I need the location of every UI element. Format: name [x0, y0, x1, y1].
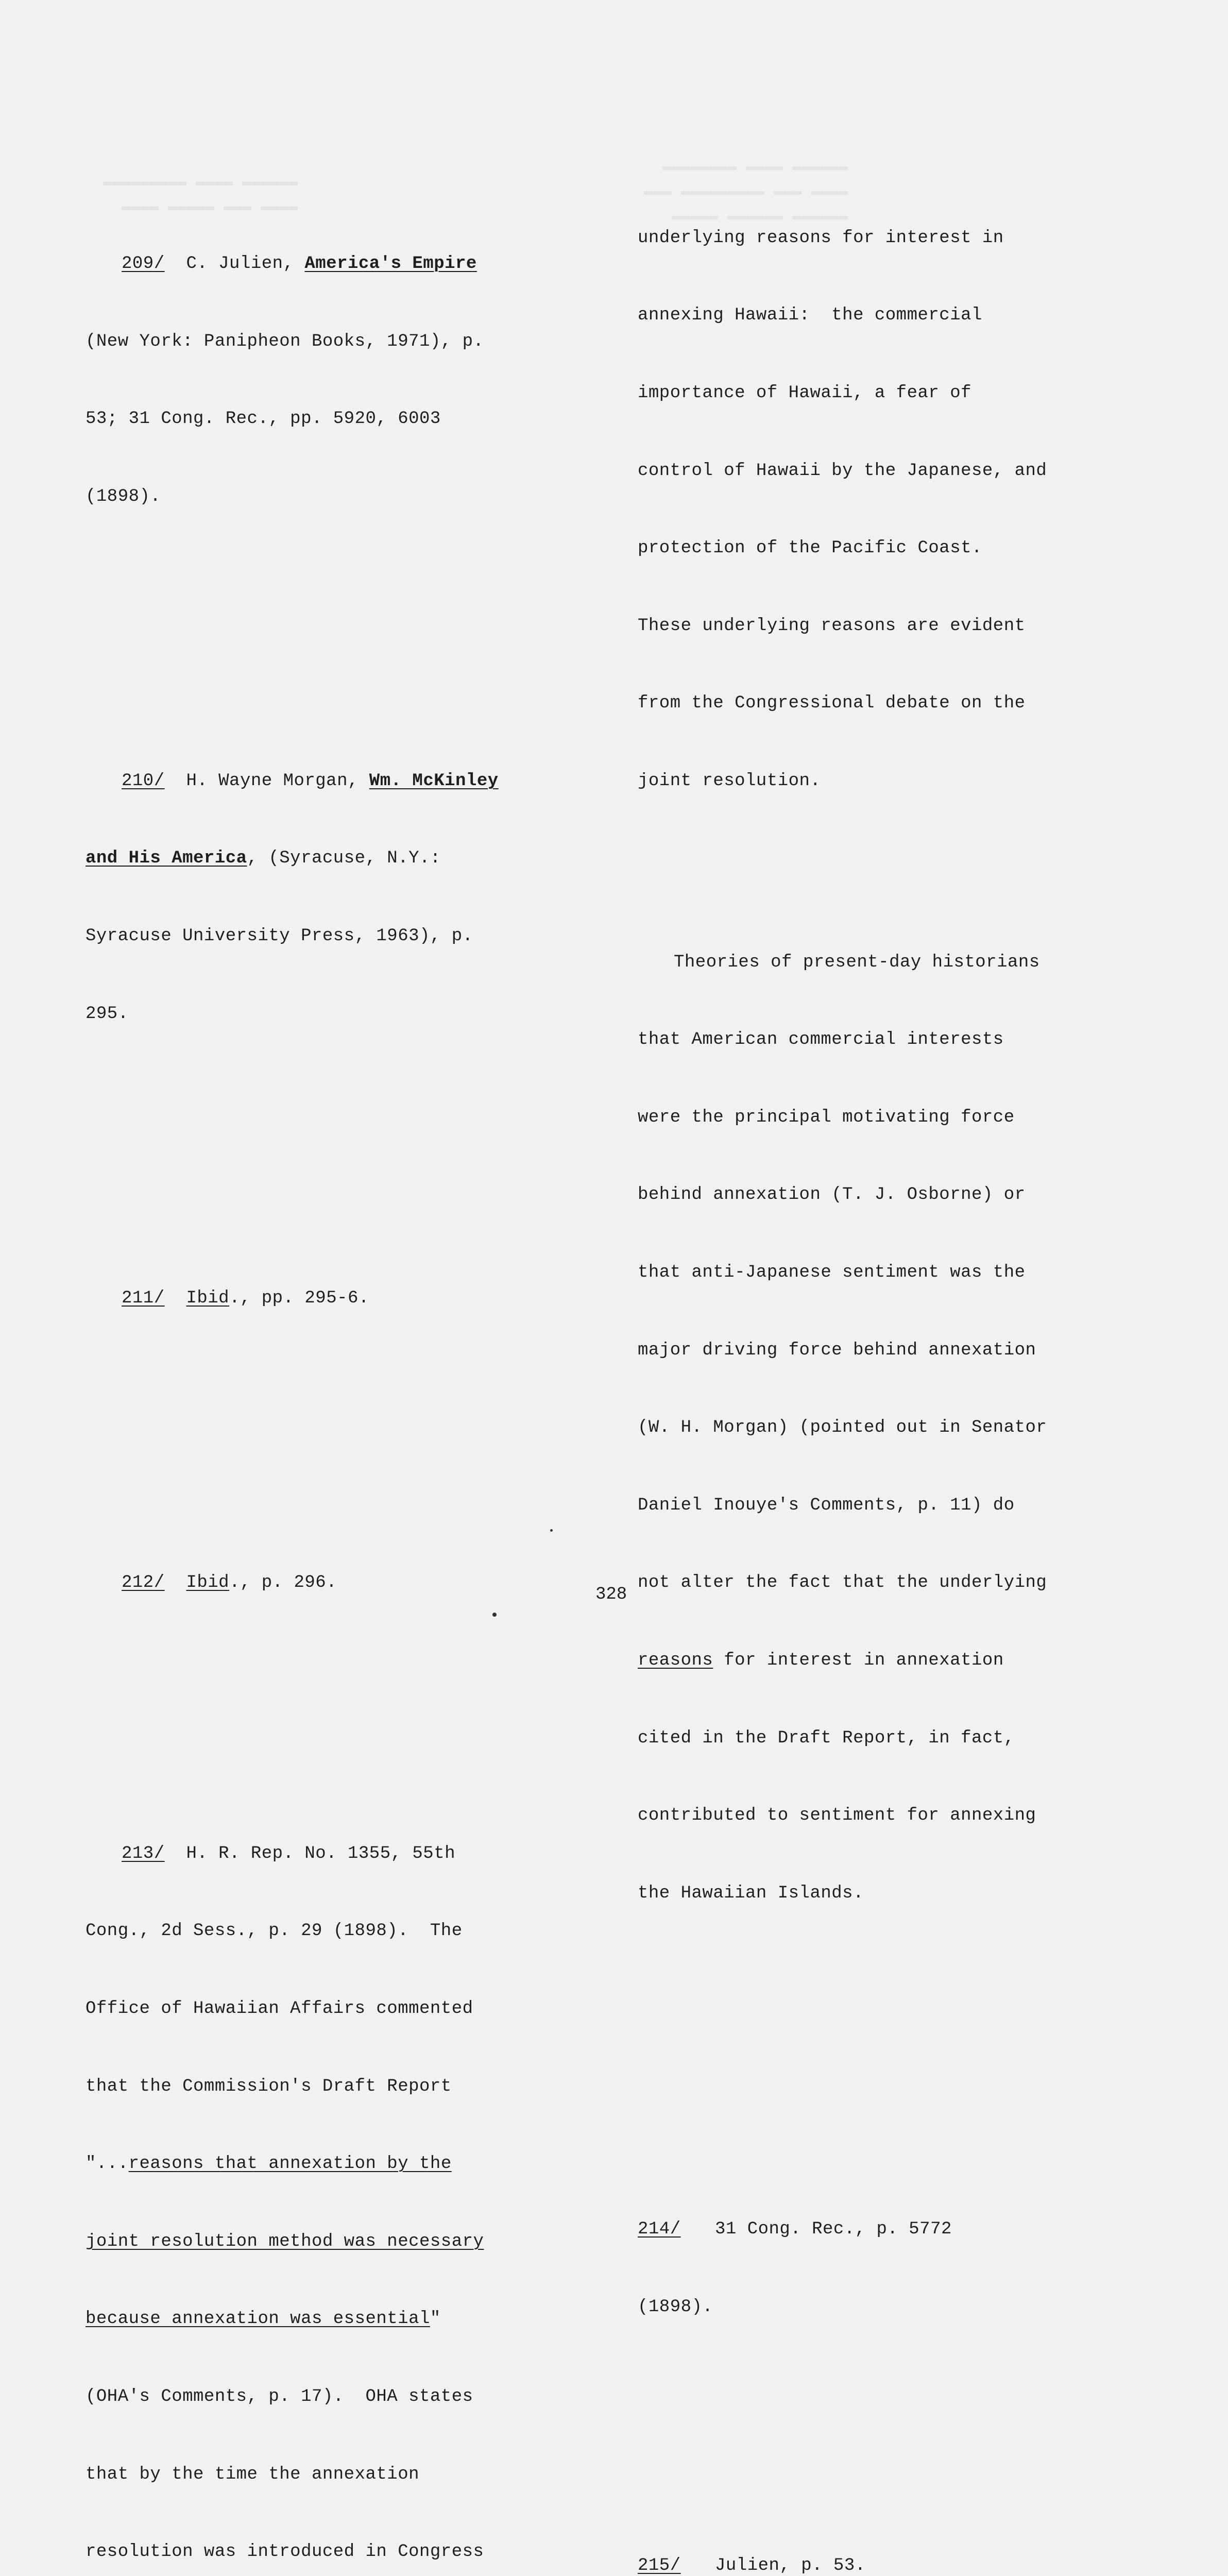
left-column — [86, 122, 585, 2576]
footnote-214: 214/ 31 Cong. Rec., p. 5772 (1898). — [638, 2219, 952, 2317]
scan-speck — [492, 1613, 497, 1617]
footnote-number: 211/ — [122, 1288, 165, 1308]
footnote-213: 213/ H. R. Rep. No. 1355, 55th Cong., 2d Sess., p. 29 (1898). The Office of Hawaiian Affairs commented that the Commission's Draft Report "...reasons that annexation by the joint resolution method was necessary because annexation was essential" (OHA's Comments, p. 17). OHA states that by the time the annexation resolution was introduced in Congress — [86, 1843, 484, 2562]
paragraph-continued: underlying reasons for interest in annexing Hawaii: the commercial importance of Hawaii, a fear of control of Hawaii by the Japanese, and protection of the Pacific Coast. These underlying reasons are evident from the Congressional debate on the joint resolution. — [638, 228, 1047, 791]
scan-speck — [550, 1529, 553, 1532]
footnote-209: 209/ C. Julien, America's Empire (New York: Panipheon Books, 1971), p. 53; 31 Cong. Rec., pp. 5920, 6003 (1898). — [86, 254, 484, 506]
book-title: and His America — [86, 849, 247, 869]
footnote-list — [638, 2113, 1173, 2576]
right-column — [638, 122, 1173, 2576]
footnote-210: 210/ H. Wayne Morgan, Wm. McKinley and His America, (Syracuse, N.Y.: Syracuse University Press, 1963), p. 295. — [86, 771, 499, 1024]
footnote-number: 210/ — [122, 771, 165, 791]
page-number: 328 — [595, 1585, 627, 1604]
footnote-212: 212/ Ibid., p. 296. — [122, 1572, 337, 1592]
footnote-number: 209/ — [122, 254, 165, 274]
footnote-211: 211/ Ibid., pp. 295-6. — [122, 1288, 369, 1308]
book-title: America's Empire — [304, 254, 477, 274]
footnote-number: 213/ — [122, 1843, 165, 1863]
paragraph-theories: Theories of present-day historians that American commercial interests were the principal motivating force behind annexation (T. J. Osborne) or that anti-Japanese sentiment was the major driving force behind annexation (W. H. Morgan) (pointed out in Senator Daniel Inouye's Comments, p. 11) do not alter the fact that the underlying reasons for interest in annexation cited in the Draft Report, in fact, contributed to sentiment for annexing the Hawaiian Islands. — [638, 952, 1047, 1903]
bleed-through: ▬▬▬▬▬▬ ▬▬▬▬ ▬▬▬▬▬▬▬▬▬ ▬▬▬▬ ▬▬▬ ▬▬▬▬▬ ▬▬▬▬ — [103, 174, 298, 216]
footnote-number: 212/ — [122, 1572, 165, 1592]
book-title: Wm. McKinley — [369, 771, 499, 791]
bleed-through: ▬▬▬▬▬▬ ▬▬▬▬ ▬▬▬▬▬▬▬▬ ▬▬▬▬ ▬▬▬ ▬▬▬▬▬▬▬▬▬ ▬▬▬ ▬▬▬▬▬▬ ▬▬▬▬▬▬ ▬▬▬▬▬ — [644, 158, 848, 225]
footnote-215: 215/ Julien, p. 53. — [638, 2555, 866, 2575]
